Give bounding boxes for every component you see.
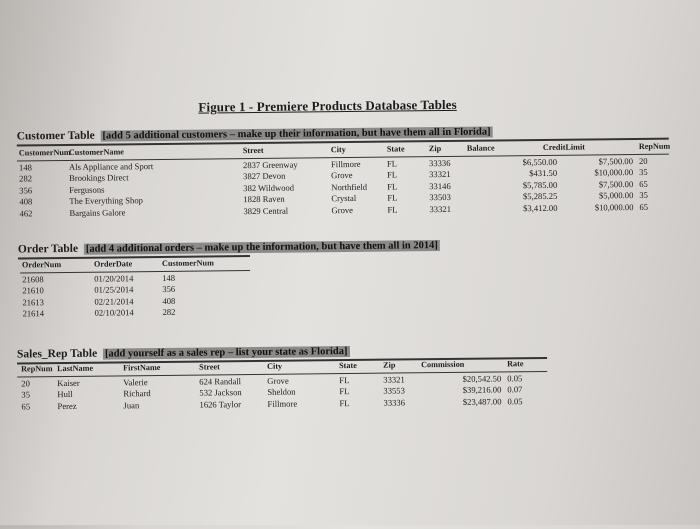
- table-cell-5: 33321: [429, 203, 452, 214]
- table-cell-7: $39,216.00: [462, 384, 502, 395]
- table-cell-0: 20: [21, 377, 30, 388]
- table-cell-1: 02/10/2014: [94, 307, 134, 318]
- table-cell-0: 462: [19, 207, 33, 218]
- table-cell-7: $10,000.00: [594, 167, 634, 178]
- table-cell-3: 532 Jackson: [199, 387, 242, 398]
- salesrep-table-name: Sales_Rep Table: [16, 347, 98, 361]
- table-cell-2: 3827 Devon: [243, 170, 286, 182]
- table-cell-7: $10,000.00: [594, 201, 634, 212]
- table-cell-0: 21613: [22, 296, 44, 307]
- table-cell-2: Juan: [123, 399, 140, 410]
- table-cell-1: Brookings Direct: [69, 172, 129, 183]
- header-cell-5: Zip: [428, 144, 442, 154]
- table-cell-4: Sheldon: [267, 386, 296, 397]
- table-cell-1: 02/21/2014: [94, 295, 134, 307]
- table-cell-1: 01/25/2014: [94, 284, 134, 295]
- table-cell-4: Fillmore: [267, 398, 298, 409]
- table-cell-0: 408: [19, 196, 33, 207]
- table-cell-4: Grove: [267, 375, 289, 386]
- table-cell-6: 33336: [383, 396, 406, 408]
- table-cell-7: $20,542.50: [462, 372, 502, 384]
- table-cell-6: 33553: [383, 385, 405, 396]
- table-cell-8: 0.07: [507, 384, 523, 395]
- table-cell-2: 1828 Raven: [243, 193, 285, 205]
- header-cell-6: Balance: [466, 143, 495, 153]
- table-cell-2: 3829 Central: [243, 205, 289, 216]
- header-cell-8: Rate: [507, 359, 524, 369]
- table-cell-7: $23,487.00: [462, 395, 502, 407]
- table-cell-2: 356: [162, 283, 176, 294]
- header-cell-4: State: [386, 144, 405, 154]
- table-cell-1: The Everything Shop: [69, 195, 143, 206]
- table-cell-7: $7,500.00: [598, 155, 634, 166]
- table-cell-8: 65: [639, 201, 649, 212]
- table-cell-8: 65: [639, 178, 648, 189]
- table-cell-5: FL: [339, 397, 350, 408]
- customer-table: [19, 142, 670, 220]
- header-cell-0: CustomerNum: [18, 147, 71, 158]
- table-cell-0: 282: [19, 173, 33, 184]
- header-cell-7: Commission: [421, 359, 465, 370]
- table-cell-5: FL: [339, 386, 350, 397]
- table-cell-2: 148: [162, 272, 176, 283]
- table-cell-1: Bargains Galore: [69, 206, 126, 218]
- header-cell-7: CreditLimit: [542, 142, 586, 152]
- table-cell-3: Northfield: [331, 181, 368, 192]
- header-cell-2: CustomerNum: [161, 258, 214, 268]
- table-cell-5: 33321: [429, 168, 451, 180]
- header-cell-2: Street: [242, 145, 264, 156]
- header-cell-2: FirstName: [123, 362, 161, 373]
- table-cell-5: 33503: [429, 191, 451, 203]
- salesrep-table-heading: [17, 345, 350, 360]
- header-cell-3: City: [330, 145, 346, 155]
- table-row: [22, 306, 252, 320]
- table-cell-3: Fillmore: [330, 158, 361, 169]
- table-cell-2: Richard: [123, 388, 151, 399]
- table-cell-1: Als Appliance and Sport: [68, 160, 154, 172]
- table-cell-3: Grove: [331, 204, 354, 215]
- table-cell-8: 35: [639, 189, 648, 200]
- table-cell-0: 21608: [22, 273, 44, 284]
- header-cell-1: CustomerName: [68, 147, 124, 157]
- table-cell-6: $3,412.00: [523, 202, 558, 213]
- figure-title: Figure 1 - Premiere Products Database Tables: [198, 96, 457, 115]
- table-cell-8: 20: [638, 155, 648, 166]
- table-cell-1: Perez: [57, 400, 77, 411]
- table-cell-3: Grove: [331, 169, 353, 181]
- salesrep-table: [19, 359, 547, 413]
- table-cell-7: $5,000.00: [598, 190, 634, 201]
- header-cell-0: RepNum: [21, 364, 53, 374]
- table-cell-1: Kaiser: [57, 377, 80, 388]
- table-cell-3: 624 Randall: [199, 375, 242, 387]
- order-table-heading: [18, 239, 440, 255]
- table-cell-1: 01/20/2014: [94, 272, 134, 284]
- table-cell-6: $431.50: [529, 167, 558, 179]
- table-cell-0: 148: [18, 161, 32, 172]
- table-cell-4: FL: [387, 169, 398, 180]
- header-cell-8: RepNum: [638, 141, 671, 151]
- table-cell-6: $6,550.00: [522, 156, 558, 167]
- header-cell-5: State: [339, 360, 357, 371]
- salesrep-table-note: [ add yourself as a sales rep – list your state as Florida ]: [103, 346, 350, 360]
- table-cell-4: FL: [387, 181, 398, 192]
- order-table: [22, 258, 253, 320]
- table-cell-8: 0.05: [507, 395, 523, 406]
- table-cell-6: 33321: [383, 373, 405, 385]
- order-table-name: Order Table: [17, 242, 79, 256]
- header-cell-4: City: [267, 361, 283, 371]
- header-cell-3: Street: [199, 362, 220, 372]
- table-cell-0: 356: [19, 184, 33, 195]
- table-cell-0: 65: [21, 400, 31, 411]
- table-cell-0: 21610: [22, 285, 44, 296]
- table-cell-6: $5,785.00: [522, 179, 558, 190]
- order-table-note: [ add 4 additional orders – make up the information, but have them all in 2014 ]: [84, 240, 440, 255]
- table-cell-5: 33146: [429, 180, 451, 191]
- table-cell-2: 2837 Greenway: [242, 159, 298, 170]
- table-cell-3: Crystal: [331, 192, 357, 204]
- table-cell-0: 35: [21, 389, 31, 400]
- table-cell-8: 0.05: [507, 372, 523, 383]
- header-cell-1: LastName: [57, 363, 94, 374]
- table-cell-7: $7,500.00: [598, 178, 634, 189]
- table-cell-2: 408: [162, 295, 176, 306]
- header-cell-0: OrderNum: [21, 260, 62, 270]
- table-cell-0: 21614: [22, 308, 45, 319]
- customer-table-name: Customer Table: [16, 129, 95, 143]
- table-cell-5: FL: [339, 374, 350, 385]
- table-cell-4: FL: [386, 158, 398, 169]
- table-cell-2: 282: [162, 306, 176, 317]
- table-cell-8: 35: [639, 166, 648, 177]
- table-cell-1: Fergusons: [69, 184, 105, 195]
- table-cell-3: 1626 Taylor: [199, 398, 242, 410]
- customer-table-note: [ add 5 additional customers – make up their information, but have them all in Florida ]: [100, 127, 492, 142]
- table-cell-2: 382 Wildwood: [243, 182, 295, 193]
- table-cell-1: Hull: [57, 388, 73, 400]
- header-cell-1: OrderDate: [93, 259, 133, 269]
- table-cell-2: Valerie: [123, 376, 148, 387]
- table-cell-4: FL: [387, 204, 398, 215]
- table-cell-4: FL: [387, 192, 398, 203]
- table-cell-6: $5,285.25: [522, 190, 558, 202]
- table-cell-5: 33336: [428, 157, 451, 168]
- header-cell-6: Zip: [383, 360, 396, 370]
